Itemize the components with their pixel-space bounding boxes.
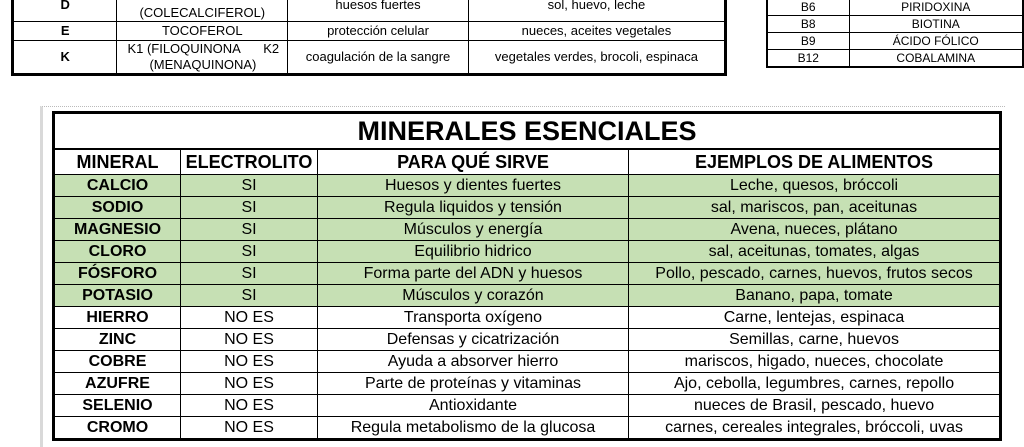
vitamins-table [11,0,727,76]
mineral-foods: Avena, nueces, plátano [629,219,1001,241]
b-vitamin-row [767,0,1023,16]
mineral-electrolito: NO ES [181,351,318,373]
table-row [54,263,1001,285]
b-vitamin-code: B6 [767,0,849,16]
mineral-name: FÓSFORO [54,263,181,285]
mineral-electrolito: SI [181,241,318,263]
vitamin-letter: D [13,0,117,22]
b-vitamin-name: BIOTINA [849,16,1023,33]
mineral-foods: mariscos, higado, nueces, chocolate [629,351,1001,373]
mineral-electrolito: NO ES [181,307,318,329]
column-header-alimentos: EJEMPLOS DE ALIMENTOS [629,149,1001,175]
vitamin-name [117,41,288,75]
b-vitamin-code: B9 [767,33,849,50]
table-row [54,241,1001,263]
mineral-electrolito: SI [181,219,318,241]
column-header-electrolito: ELECTROLITO [181,149,318,175]
mineral-electrolito: NO ES [181,329,318,351]
mineral-function: Defensas y cicatrización [318,329,629,351]
mineral-name: HIERRO [54,307,181,329]
vitamin-row-d [13,0,726,22]
table-row [54,395,1001,417]
table-row [54,417,1001,440]
mineral-foods: nueces de Brasil, pescado, huevo [629,395,1001,417]
vitamin-name-line2: (MENAQUINONA) [149,57,257,72]
mineral-name: CALCIO [54,175,181,197]
vitamin-foods: nueces, aceites vegetales [468,22,725,41]
minerals-table-title: MINERALES ESENCIALES [54,113,1001,150]
table-row [54,329,1001,351]
minerals-header-row [54,149,1001,175]
mineral-foods: Leche, quesos, bróccoli [629,175,1001,197]
vitamin-name: (COLECALCIFEROL) [117,0,288,22]
vitamin-foods: sol, huevo, leche [468,0,725,22]
table-row [54,373,1001,395]
mineral-function: Regula liquidos y tensión [318,197,629,219]
vitamin-row-k [13,41,726,75]
mineral-electrolito: NO ES [181,395,318,417]
table-row [54,307,1001,329]
minerals-title-row [54,113,1001,150]
mineral-foods: carnes, cereales integrales, bróccoli, uvas [629,417,1001,440]
vitamin-name-line1: K1 (FILOQUINONA [127,41,241,56]
mineral-foods: Carne, lentejas, espinaca [629,307,1001,329]
vitamin-name-k2: K2 [263,41,280,56]
mineral-electrolito: SI [181,263,318,285]
mineral-function: Huesos y dientes fuertes [318,175,629,197]
vitamin-letter: E [13,22,117,41]
mineral-foods: Semillas, carne, huevos [629,329,1001,351]
b-vitamin-name: ÁCIDO FÓLICO [849,33,1023,50]
table-row [54,285,1001,307]
b-vitamin-name: PIRIDOXINA [849,0,1023,16]
minerals-table-body [54,175,1001,440]
mineral-name: SODIO [54,197,181,219]
mineral-function: Ayuda a absorver hierro [318,351,629,373]
mineral-name: SELENIO [54,395,181,417]
mineral-function: Equilibrio hidrico [318,241,629,263]
b-vitamin-code: B8 [767,16,849,33]
mineral-function: Músculos y corazón [318,285,629,307]
mineral-electrolito: SI [181,175,318,197]
mineral-foods: Pollo, pescado, carnes, huevos, frutos secos [629,263,1001,285]
mineral-name: CROMO [54,417,181,440]
table-row [54,219,1001,241]
table-row [54,197,1001,219]
mineral-function: Parte de proteínas y vitaminas [318,373,629,395]
table-row [54,351,1001,373]
mineral-function: Músculos y energía [318,219,629,241]
vitamin-foods: vegetales verdes, brocoli, espinaca [468,41,725,75]
vitamin-letter: K [13,41,117,75]
table-row [54,175,1001,197]
b-vitamin-code: B12 [767,50,849,68]
mineral-foods: sal, aceitunas, tomates, algas [629,241,1001,263]
b-vitamin-row [767,16,1023,33]
mineral-foods: sal, mariscos, pan, aceitunas [629,197,1001,219]
column-header-mineral: MINERAL [54,149,181,175]
b-vitamin-name: COBALAMINA [849,50,1023,68]
mineral-function: Transporta oxígeno [318,307,629,329]
mineral-electrolito: NO ES [181,417,318,440]
b-vitamin-row [767,50,1023,68]
mineral-name: AZUFRE [54,373,181,395]
minerals-table [52,111,1002,441]
b-vitamin-row [767,33,1023,50]
mineral-name: POTASIO [54,285,181,307]
mineral-foods: Banano, papa, tomate [629,285,1001,307]
mineral-name: COBRE [54,351,181,373]
mineral-function: Antioxidante [318,395,629,417]
vitamin-row-e [13,22,726,41]
vitamin-function: coagulación de la sangre [288,41,469,75]
column-header-sirve: PARA QUÉ SIRVE [318,149,629,175]
vitamin-function: huesos fuertes [288,0,469,22]
vitamin-function: protección celular [288,22,469,41]
mineral-name: ZINC [54,329,181,351]
mineral-function: Forma parte del ADN y huesos [318,263,629,285]
mineral-electrolito: SI [181,197,318,219]
b-vitamins-table [766,0,1024,68]
mineral-electrolito: NO ES [181,373,318,395]
mineral-name: CLORO [54,241,181,263]
mineral-foods: Ajo, cebolla, legumbres, carnes, repollo [629,373,1001,395]
vitamin-name: TOCOFEROL [117,22,288,41]
mineral-electrolito: SI [181,285,318,307]
mineral-name: MAGNESIO [54,219,181,241]
mineral-function: Regula metabolismo de la glucosa [318,417,629,440]
